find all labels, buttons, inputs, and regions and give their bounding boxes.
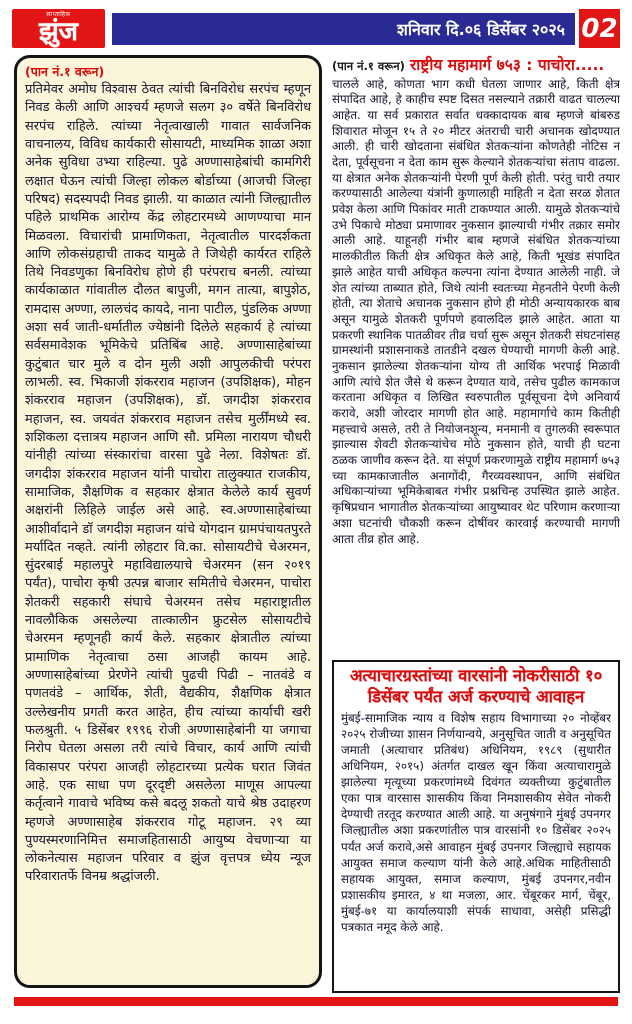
page-number-badge bbox=[579, 9, 620, 48]
notice-headline: अत्याचारग्रस्तांच्या वारसांनी नोकरीसाठी १० डिसेंबर पर्यंत अर्ज करण्याचे आवाहन bbox=[349, 666, 603, 706]
date-bar bbox=[112, 13, 575, 45]
left-article-box bbox=[14, 55, 322, 988]
issue-date: शनिवार दि.०६ डिसेंबर २०२५ bbox=[397, 20, 565, 39]
masthead-logo bbox=[12, 9, 105, 48]
right-article-highway bbox=[332, 55, 620, 655]
left-article-body: प्रतिमेवर अमोघ विश्वास ठेवत त्यांची बिनविरोध सरपंच म्हणून निवड केली आणि आश्चर्य म्हणजे सलग ३० वर्षेते बिनविरोध सरपंच राहिले. त्यांच्या नेतृत्वाखाली गावात सार्वजनिक वाचनालय, विविध कार्यकारी सोसायटी, माध्यमिक शाळा अशा अनेक सुविधा उभ्या राहिल्या. पुढे अण्णासाहेबांची कामगिरी लक्षात घेऊन त्यांची जिल्हा लोकल बोर्डाच्या (आजची जिल्हा परिषद) सदस्यपदी निवड झाली. या काळात त्यांनी जिल्ह्यातील पहिले प्राथमिक आरोग्य केंद्र लोहटारमध्ये आणण्याचा मान मिळवला. विचारांची प्रामाणिकता, नेतृत्वातील पारदर्शकता आणि लोकसंग्रहाची ताकद यामुळे ते जिथेही कार्यरत राहिले तिथे निवडणुका बिनविरोध होणे ही परंपराच बनली. त्यांच्या कार्यकाळात गांवातील दौलत बापुजी, मगन तात्या, बापुशेठ, रामदास अण्णा, लालचंद कायदे, नाना पाटील, पुंडलिक अण्णा अशा सर्व जाती-धर्मातील ज्येष्ठांनी दिलेले सहकार्य हे त्यांच्या सर्वसमावेशक भूमिकेचे प्रतिबिंब आहे. अण्णासाहेबांच्या कुटुंबात चार मुले व दोन मुली अशी आपुलकीची परंपरा लाभली. स्व. भिकाजी शंकरराव महाजन (उपशिक्षक), मोहन शंकरराव महाजन (उपशिक्षक), डॉ. जगदीश शंकरराव महाजन, स्व. जयवंत शंकरराव महाजन तसेच मुर्लींमध्ये स्व. शशिकला दत्तात्रय महाजन आणि सौ. प्रमिला नारायण चौधरी यांनीही त्यांच्या संस्कारांचा वारसा पुढे नेला. विशेषतः डॉ. जगदीश शंकरराव महाजन यांनी पाचोरा तालुक्यात राजकीय, सामाजिक, शैक्षणिक व सहकार क्षेत्रात केलेले कार्य सुवर्ण अक्षरांनी लिहिले जाईल असे आहे. स्व.अण्णासाहेबांच्या आशीर्वादाने डॉ जगदीश महाजन यांचे योगदान ग्रामपंचायतपुरते मर्यादित नव्हते. त्यांनी लोहटार वि.का. सोसायटीचे चेअरमन, सुंदरबाई महालपुरे महाविद्यालयाचे चेअरमन (सन २०१९ पर्यंत), पाचोरा कृषी उत्पन्न बाजार समितीचे चेअरमन, पाचोरा शेतकरी सहकारी संघाचे चेअरमन तसेच महाराष्ट्रातील नावलौकिक असलेल्या तात्कालीन फ्रुटसेल सोसायटीचे चेअरमन म्हणूनही कार्य केले. सहकार क्षेत्रातील त्यांच्या प्रामाणिक नेतृत्वाचा ठसा आजही कायम आहे. अण्णासाहेबांच्या प्रेरणेने त्यांची पुढची पिढी – नातवंडे व पणतवंडे – आर्थिक, शेती, वैद्यकीय, शैक्षणिक क्षेत्रात उल्लेखनीय प्रगती करत आहेत, हीच त्यांच्या कार्याची खरी फलश्रुती. ५ डिसेंबर १९९६ रोजी अण्णासाहेबांनी या जगाचा निरोप घेतला असला तरी त्यांचे विचार, कार्य आणि त्यांची विकासपर परंपरा आजही लोहटारच्या प्रत्येक घरात जिवंत आहे. एक साधा पण दूरदृष्टी असलेला माणूस आपल्या कर्तृत्वाने गावाचे भविष्य कसे बदलू शकतो याचे श्रेष्ठ उदाहरण म्हणजे अण्णासाहेब शंकरराव गोटू महाजन. २९ व्या पुण्यस्मरणानिमित्त समाजहितासाठी आयुष्य वेचणाऱ्या या लोकनेत्यास महाजन परिवार व झुंज वृत्तपत्र ध्येय न्यूज परिवारातर्फे विनम्र श्रद्धांजली. bbox=[25, 82, 311, 885]
page-number: 02 bbox=[581, 13, 618, 44]
notice-article-box bbox=[332, 660, 620, 993]
bottom-red-rule bbox=[14, 997, 618, 1006]
right-article-headline: राष्ट्रीय महामार्ग ७५३ : पाचोरा..... bbox=[409, 56, 605, 74]
masthead-logo-title: झुंज bbox=[39, 17, 78, 47]
notice-body: मुंबई-सामाजिक न्याय व विशेष सहाय विभागाच्या २० नोव्हेंबर २०२५ रोजीच्या शासन निर्णयान्वये, अनुसूचित जाती व अनुसूचित जमाती (अत्याचार प्रतिबंध) अधिनियम, १९८९ (सुधारीत अधिनियम, २०१५) अंतर्गत दाखल खून किंवा अत्याचारामुळे झालेल्या मृत्यूच्या प्रकरणांमध्ये दिवंगत व्यक्तीच्या कुटुंबातील एका पात्र वारसास शासकीय किंवा निमशासकीय सेवेत नोकरी देण्याची तरतूद करण्यात आली आहे. या अनुषंगाने मुंबई उपनगर जिल्ह्यातील अशा प्रकरणांतील पात्र वारसांनी १० डिसेंबर २०२५ पर्यंत अर्ज करावे,असे आवाहन मुंबई उपनगर जिल्ह्याचे सहायक आयुक्त समाज कल्याण यांनी केले आहे.अधिक माहितीसाठी सहायक आयुक्त, समाज कल्याण, मुंबई उपनगर,नवीन प्रशासकीय इमारत, ४ था मजला, आर. चेंबूरकर मार्ग, चेंबूर, मुंबई-७१ या कार्यालयाशी संपर्क साधावा, असेही प्रसिद्धी पत्रकात नमूद केले आहे. bbox=[341, 711, 611, 934]
right-article-body: चालले आहे, कोणता भाग कधी घेतला जाणार आहे, किती क्षेत्र संपादित आहे, हे काहीच स्पष्ट दिसत नसल्याने तक्रारी वाढत चालल्या आहेत. या सर्व प्रकारात सर्वात धक्कादायक बाब म्हणजे बांबरुड शिवारात मोजून १५ ते २० मीटर अंतराची चारी अचानक खोदण्यात आली. ही चारी खोदताना संबंधित शेतकऱ्यांना कोणतेही नोटिस न देता, पूर्वसूचना न देता काम सुरू केल्याने शेतकऱ्यांचा संताप वाढला. या क्षेत्रात अनेक शेतकऱ्यांनी पेरणी पूर्ण केली होती. परंतु चारी तयार करण्यासाठी आलेल्या यंत्रांनी कुणालाही माहिती न देता सरळ शेतात प्रवेश केला आणि पिकांवर माती टाकण्यात आली. यामुळे शेतकऱ्यांचे उभे पिकाचे मोठ्या प्रमाणावर नुकसान झाल्याची गंभीर तक्रार समोर आली आहे. याहूनही गंभीर बाब म्हणजे संबंधित शेतकऱ्यांच्या मालकीतील किती क्षेत्र अधिकृत केले आहे, किती भूखंड संपादित झाले आहेत याची अधिकृत कल्पना त्यांना देण्यात आलेली नाही. जे शेत त्यांच्या ताब्यात होते, जिथे त्यांनी स्वतःच्या मेहनतीने पेरणी केली होती, त्या शेताचे अचानक नुकसान होणे ही मोठी अन्यायकारक बाब असून यामुळे शेतकरी पूर्णपणे हवालदिल झाले आहेत. आता या प्रकरणी स्थानिक पातळीवर तीव्र चर्चा सुरू असून शेतकरी संघटनांसह ग्रामस्थांनी प्रशासनाकडे तातडीने दखल घेण्याची मागणी केली आहे. नुकसान झालेल्या शेतकऱ्यांना योग्य ती आर्थिक भरपाई मिळावी आणि त्यांचे शेत जैसे थे करून देण्यात यावे, तसेच पुढील कामकाज करताना अधिकृत व लिखित स्वरुपातील पूर्वसूचना देणे अनिवार्य करावे, अशी जोरदार मागणी होत आहे. महामार्गाचे काम कितीही महत्त्वाचे असले, तरी ते नियोजनशून्य, मनमानी व तुगलकी स्वरूपात झाल्यास शेवटी शेतकऱ्यांचेच मोठे नुकसान होते, याची ही घटना ठळक जाणीव करून देते. या संपूर्ण प्रकरणामुळे राष्ट्रीय महामार्ग ७५३ च्या कामकाजातील अनागोंदी, गैरव्यवस्थापन, आणि संबंधित अधिकाऱ्यांच्या भूमिकेबाबत गंभीर प्रश्नचिन्ह उपस्थित झाले आहेत. कृषिप्रधान भागातील शेतकऱ्यांच्या आयुष्यावर थेट परिणाम करणाऱ्या अशा घटनांची चौकशी करून दोषींवर कारवाई करण्याची मागणी आता तीव्र होत आहे. bbox=[332, 76, 620, 546]
masthead-logo-tagline: साप्ताहिक bbox=[46, 11, 71, 18]
right-article-headline-line bbox=[332, 55, 620, 75]
left-article-continued-label: (पान नं.१ वरून) bbox=[25, 64, 105, 79]
right-article-continued-label: (पान नं.१ वरून) bbox=[332, 59, 405, 73]
